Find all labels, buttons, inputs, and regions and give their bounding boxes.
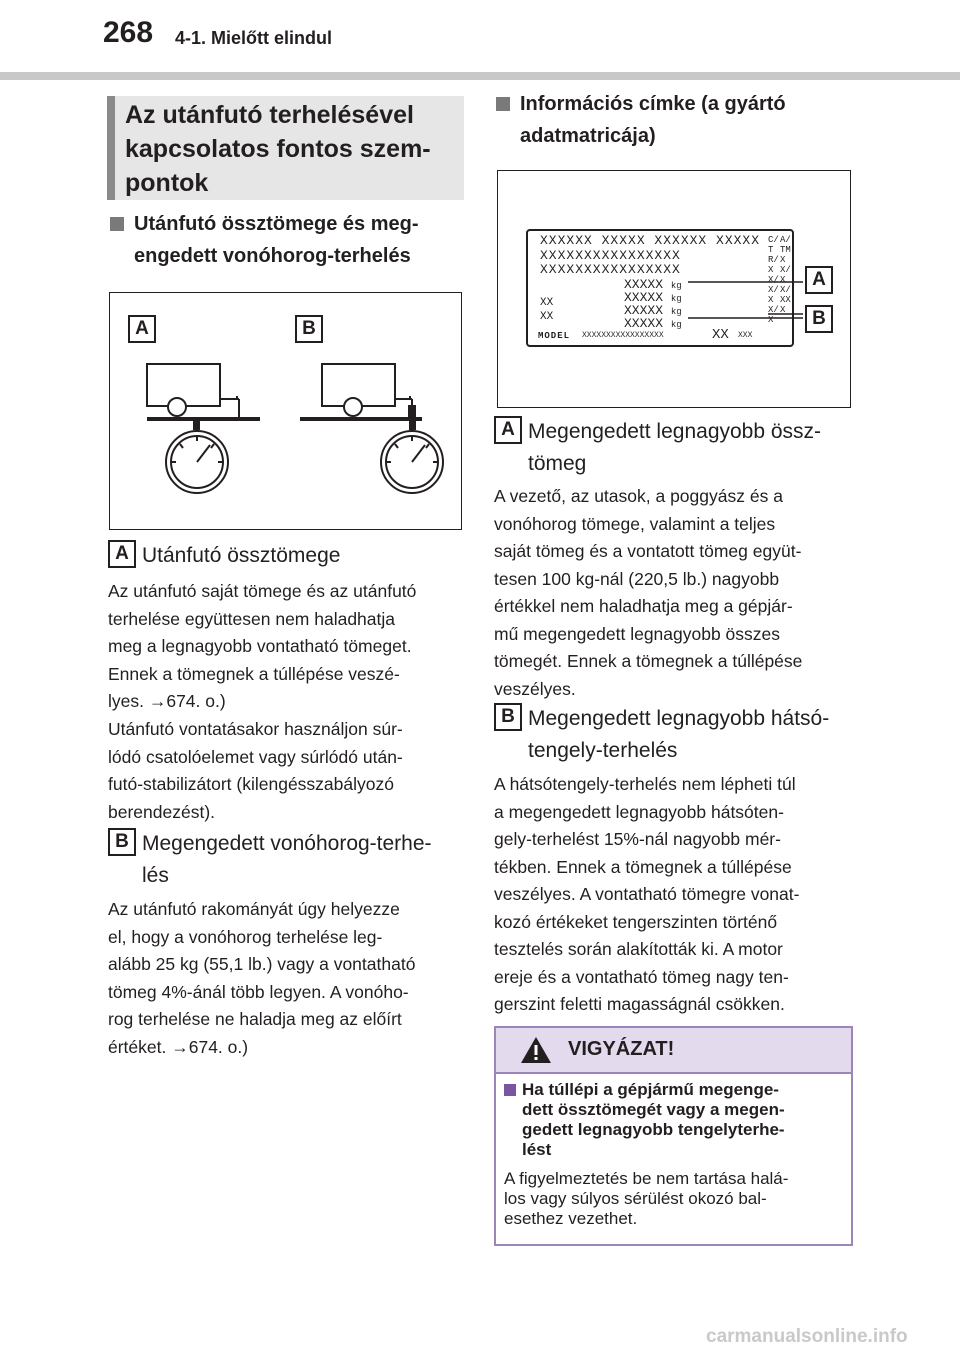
callout-label-a: A (805, 266, 833, 294)
label-xx: XX (540, 311, 554, 323)
item-title-line: tengely-terhelés (528, 739, 678, 762)
label-row: XXXXXXXXXXXXXXXX (540, 262, 681, 277)
text-line: értéket. →674. o.) (108, 1036, 249, 1057)
warning-heading-line: Ha túllépi a gépjármű megenge- (522, 1080, 779, 1099)
information-label-figure (497, 170, 851, 408)
text-line: lódó csatolóelemet vagy súrlódó után- (108, 746, 403, 767)
text-line: Az utánfutó rakományát úgy helyezze (108, 899, 400, 919)
text-line: los vagy súlyos sérülést okozó bal- (504, 1189, 767, 1208)
item-label-a: A (108, 540, 136, 568)
subheading-line: adatmatricája) (520, 125, 656, 147)
kg-unit: kg (670, 281, 682, 291)
text-line: gerszint feletti magasságnál csökken. (494, 994, 785, 1014)
text-line: veszélyes. A vontatható tömegre vonat- (494, 884, 800, 904)
text-line: veszélyes. (494, 678, 576, 699)
warning-heading-line: gedett legnagyobb tengelyterhe- (522, 1120, 785, 1139)
text-line: Utánfutó vontatásakor használjon súr- (108, 719, 403, 739)
text-line: rog terhelése ne haladja meg az előírt (108, 1009, 402, 1029)
tongue-weight-figure (109, 292, 462, 530)
kg-unit: kg (670, 294, 682, 304)
warning-body (504, 1169, 844, 1229)
item-label-b: B (108, 828, 136, 856)
item-max-gross-weight (494, 416, 854, 480)
item-tongue-weight (108, 828, 463, 892)
text-line: futó-stabilizátort (kilengésszabályozó (108, 774, 394, 794)
bullet-square-icon (504, 1084, 516, 1096)
text-line: saját tömeg és a vontatott tömeg együt- (494, 541, 802, 561)
warning-heading-line: lést (522, 1140, 552, 1159)
text-line: tömegét. Ennek a tömegnek a túllépése (494, 651, 803, 671)
subheading-line: Információs címke (a gyártó (520, 93, 786, 115)
text-line: A vezető, az utasok, a poggyász és a (494, 486, 783, 506)
figure-label-a: A (128, 315, 156, 343)
paragraph-gross-weight (108, 578, 468, 716)
text-line: lyes. →674. o.) (108, 691, 226, 711)
text-line: a megengedett legnagyobb hátsóten- (494, 801, 784, 822)
paragraph-friction-hitch (108, 716, 468, 826)
section-title-line: pontok (125, 169, 209, 197)
side-text: A/TM XX/XX/XX X (780, 235, 791, 315)
kg-value: XXXXX (624, 303, 664, 318)
trailer-scale-illustration (110, 293, 461, 529)
text-line: gely-terhelést 15%-nál nagyobb mér- (494, 829, 781, 849)
section-title (107, 96, 464, 200)
text-line: A figyelmeztetés be nem tartása halá- (504, 1169, 789, 1188)
item-title-line: Megengedett legnagyobb hátsó- (528, 707, 830, 730)
header-rule (0, 72, 960, 80)
text-line: értékkel nem haladhatja meg a gépjár- (494, 596, 793, 616)
text-line: alább 25 kg (55,1 lb.) vagy a vontatható (108, 954, 416, 974)
callout-label-b: B (805, 305, 833, 333)
paragraph-tongue-weight (108, 896, 468, 1061)
kg-value: XXXXX (624, 316, 664, 331)
kg-value: XXXXX (624, 290, 664, 305)
text-line: tömeg 4%-ánál több legyen. A vonóho- (108, 981, 409, 1002)
text-line: tékben. Ennek a tömegnek a túllépése (494, 856, 792, 877)
text-line: tesztelés során alakították ki. A motor (494, 939, 783, 959)
bullet-square-icon (496, 97, 510, 111)
item-title-line: tömeg (528, 452, 587, 475)
item-max-rear-axle-load (494, 703, 856, 767)
kg-unit: kg (670, 320, 682, 330)
label-row: XXXXXX XXXXX XXXXXX XXXXX (540, 233, 761, 248)
kg-value: XXXXX (624, 277, 664, 292)
figure-label-b: B (295, 315, 323, 343)
text-line: ereje és a vontatható tömeg nagy ten- (494, 966, 789, 987)
model-label: MODEL (538, 331, 571, 341)
page-number: 268 (103, 16, 154, 49)
left-subheading (110, 208, 460, 272)
text-line: Az utánfutó saját tömege és az utánfutó (108, 581, 417, 601)
callout-lines (498, 171, 850, 407)
text-line: Ennek a tömegnek a túllépése veszé- (108, 663, 400, 684)
item-label-a: A (494, 416, 522, 444)
text-line: berendezést). (108, 801, 216, 822)
kg-unit: kg (670, 307, 682, 317)
section-title-line: kapcsolatos fontos szem- (125, 135, 431, 163)
warning-title-bar (496, 1028, 851, 1074)
text-line: terhelése együttesen nem haladhatja (108, 608, 396, 629)
item-label-b: B (494, 703, 522, 731)
item-title-line: Megengedett legnagyobb össz- (528, 420, 822, 443)
text-line: el, hogy a vonóhorog terhelése leg- (108, 926, 383, 947)
bullet-square-icon (110, 217, 124, 231)
paragraph-max-gross-weight (494, 483, 856, 703)
model-value: XXXXXXXXXXXXXXXXX (582, 331, 664, 340)
text-line: tesen 100 kg-nál (220,5 lb.) nagyobb (494, 568, 780, 589)
text-line: kozó értékeket tengerszinten történő (494, 911, 778, 932)
subheading-line: engedett vonóhorog-terhelés (134, 245, 411, 267)
paragraph-rear-axle-load (494, 771, 856, 1019)
section-header: 4-1. Mielőtt elindul (175, 28, 333, 48)
section-title-line: Az utánfutó terhelésével (125, 101, 414, 129)
label-xx: XX (540, 297, 554, 309)
warning-title: VIGYÁZAT! (568, 1038, 675, 1060)
warning-heading-line: dett össztömegét vagy a megen- (522, 1100, 785, 1119)
text-line: esethez vezethet. (504, 1209, 638, 1228)
side-text: C/TR/XX/X/XX/X (768, 235, 779, 325)
item-gross-trailer-weight (108, 540, 463, 572)
model-xx: XX (712, 327, 729, 343)
text-line: A hátsótengely-terhelés nem lépheti túl (494, 774, 796, 794)
label-row: XXXXXXXXXXXXXXXX (540, 248, 681, 263)
warning-box (494, 1026, 853, 1246)
warning-triangle-icon (520, 1036, 552, 1064)
watermark: carmanualsonline.info (706, 1326, 908, 1347)
model-tail: XXX (738, 331, 753, 340)
item-title-line: Megengedett vonóhorog-terhe- (142, 832, 432, 855)
text-line: meg a legnagyobb vontatható tömeget. (108, 636, 412, 656)
text-line: mű megengedett legnagyobb összes (494, 623, 781, 644)
right-subheading (496, 88, 856, 152)
item-title-line: lés (142, 864, 169, 887)
text-line: vonóhorog tömege, valamint a teljes (494, 513, 776, 534)
warning-heading (504, 1080, 834, 1160)
item-title: Utánfutó össztömege (142, 544, 341, 567)
subheading-line: Utánfutó össztömege és meg- (134, 213, 419, 235)
